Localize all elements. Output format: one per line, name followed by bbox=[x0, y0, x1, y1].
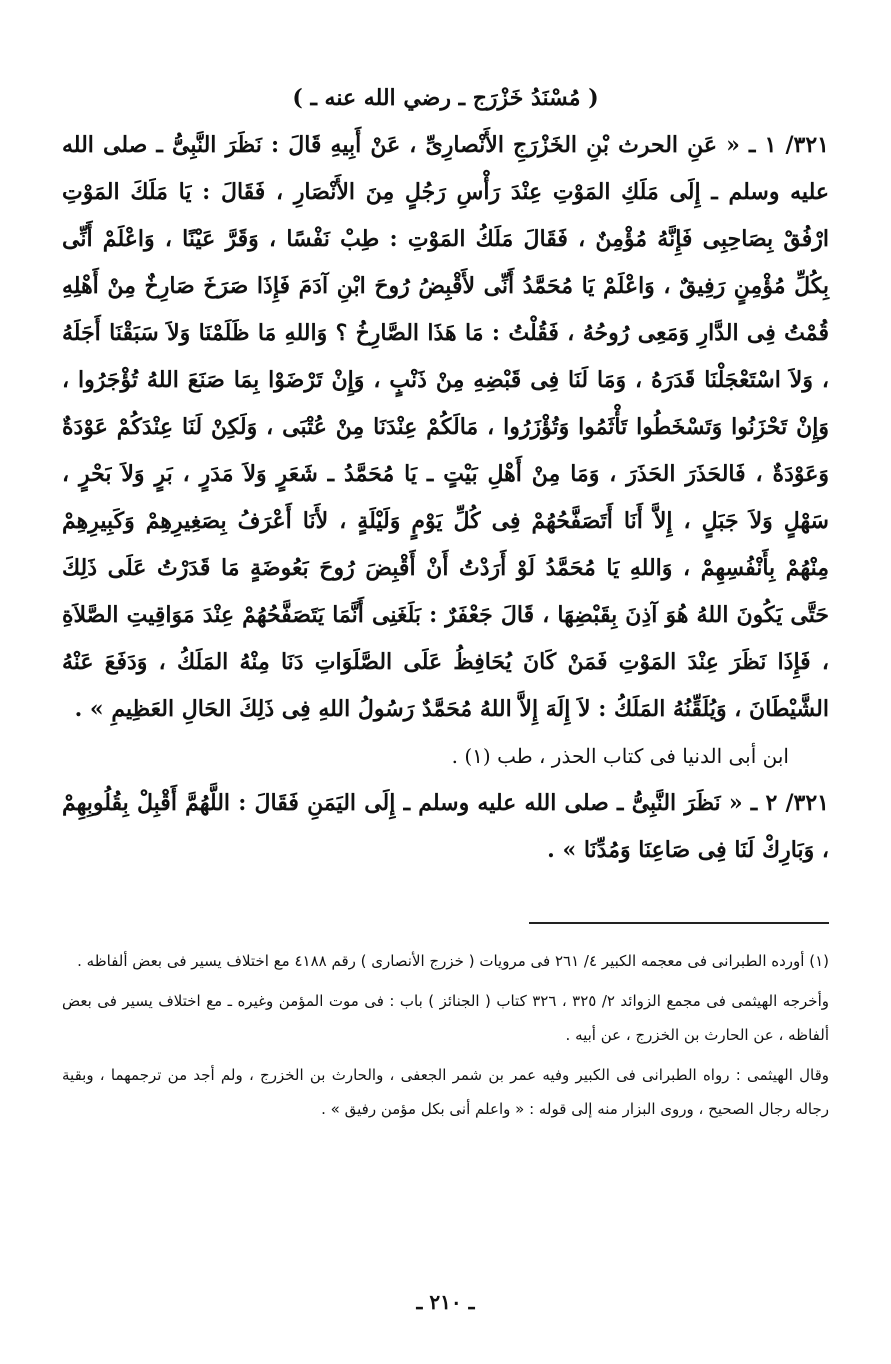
footnote-2: وأخرجه الهيثمى فى مجمع الزوائد ٢/ ٣٢٥ ، ٣٢٦ كتاب ( الجنائز ) باب : فى موت المؤمن وغيره ـ مع اختلاف يسير فى بعض ألفاظه ، عن الحارث بن الخزرج ، عن أبيه . bbox=[62, 992, 829, 1044]
footnote-1: (١) أورده الطبرانى فى معجمه الكبير ٤/ ٢٦١ فى مرويات ( خزرج الأنصارى ) رقم ٤١٨٨ مع اختلاف يسير فى بعض ألفاظه . bbox=[77, 952, 829, 970]
section-title: ( مُسْنَدُ خَزْرَج ـ رضي الله عنه ـ ) bbox=[292, 85, 599, 111]
footnotes bbox=[62, 944, 829, 1126]
hadith-1: ٣٢١/ ١ ـ « عَنِ الحرث بْنِ الخَزْرَجِ الأَنْصارِىِّ ، عَنْ أَبِيهِ قَالَ : نَظَرَ النَّبِىُّ ـ صلى الله عليه وسلم ـ إِلَى مَلَكِ المَوْتِ عِنْدَ رَأْسِ رَجُلٍ مِنَ الأَنْصَارِ ، فَقَالَ : يَا مَلَكَ المَوْتِ ارْفُقْ بِصَاحِبِى فَإِنَّهُ مُؤْمِنٌ ، فَقَالَ مَلَكُ المَوْتِ : طِبْ نَفْسًا ، وَقَرَّ عَيْنًا ، وَاعْلَمْ أَنِّى بِكُلِّ مُؤْمِنٍ رَفِيقٌ ، وَاعْلَمْ يَا مُحَمَّدُ أَنِّى لأَقْبِضُ رُوحَ ابْنِ آدَمَ فَإِذَا صَرَخَ صَارِخٌ مِنْ أَهْلِهِ قُمْتُ فِى الدَّارِ وَمَعِى رُوحُهُ ، فَقُلْتُ : مَا هَذَا الصَّارِخُ ؟ وَاللهِ مَا ظَلَمْنَا وَلاَ سَبَقْنَا أَجَلَهُ ، وَلاَ اسْتَعْجَلْنَا قَدَرَهُ ، وَمَا لَنَا فِى قَبْضِهِ مِنْ ذَنْبٍ ، وَإِنْ تَرْضَوْا بِمَا صَنَعَ اللهُ تُؤْجَرُوا ، وَإِنْ تَحْزَنُوا وَتَسْخَطُوا تَأْثَمُوا وَتُؤْزَرُوا ، مَالَكُمْ عِنْدَنَا مِنْ عُتْبَى ، وَلَكِنْ لَنَا عِنْدَكُمْ عَوْدَةٌ وَعَوْدَةٌ ، فَالحَذَرَ الحَذَرَ ، وَمَا مِنْ أَهْلِ بَيْتٍ ـ يَا مُحَمَّدُ ـ شَعَرٍ وَلاَ مَدَرٍ ، بَرٍ وَلاَ بَحْرٍ ، سَهْلٍ وَلاَ جَبَلٍ ، إِلاَّ أَنَا أَتَصَفَّحُهُمْ فِى كُلِّ يَوْمٍ وَلَيْلَةٍ ، لأَنَا أَعْرَفُ بِصَغِيرِهِمْ وَكَبِيرِهِمْ مِنْهُمْ بِأَنْفُسِهِمْ ، وَاللهِ يَا مُحَمَّدُ لَوْ أَرَدْتُ أَنْ أَقْبِضَ رُوحَ بَعُوضَةٍ مَا قَدَرْتُ عَلَى ذَلِكَ حَتَّى يَكُونَ اللهُ هُوَ آذِنَ بِقَبْضِهَا ، قَالَ جَعْفَرٌ : بَلَغَنِى أَنَّمَا يَتَصَفَّحُهُمْ عِنْدَ مَوَاقِيتِ الصَّلاَةِ ، فَإِذَا نَظَرَ عِنْدَ المَوْتِ فَمَنْ كَانَ يُحَافِظُ عَلَى الصَّلَوَاتِ دَنَا مِنْهُ المَلَكُ ، وَدَفَعَ عَنْهُ الشَّيْطَانَ ، وَيُلَقِّنُهُ المَلَكُ : لاَ إِلَهَ إِلاَّ اللهُ مُحَمَّدٌ رَسُولُ اللهِ فِى ذَلِكَ الحَالِ العَظِيمِ » . bbox=[62, 132, 829, 722]
main-text bbox=[62, 122, 829, 874]
hadith-1-source: ابن أبى الدنيا فى كتاب الحذر ، طب (١) . bbox=[451, 744, 789, 768]
hadith-2: ٣٢١/ ٢ ـ « نَظَرَ النَّبِىُّ ـ صلى الله عليه وسلم ـ إِلَى اليَمَنِ فَقَالَ : اللَّهُمَّ أَقْبِلْ بِقُلُوبِهِمْ ، وَبَارِكْ لَنَا فِى صَاعِنَا وَمُدِّنَا » . bbox=[62, 790, 829, 863]
footnote-3: وقال الهيثمى : رواه الطبرانى فى الكبير وفيه عمر بن شمر الجعفى ، والحارث بن الخزرج ، ولم أجد من ترجمهما ، وبقية رجاله رجال الصحيح ، وروى البزار منه إلى قوله : « واعلم أنى بكل مؤمن رفيق » . bbox=[62, 1066, 829, 1118]
footnote-divider bbox=[529, 922, 829, 924]
page-number: ـ ٢١٠ ـ bbox=[416, 1290, 475, 1314]
